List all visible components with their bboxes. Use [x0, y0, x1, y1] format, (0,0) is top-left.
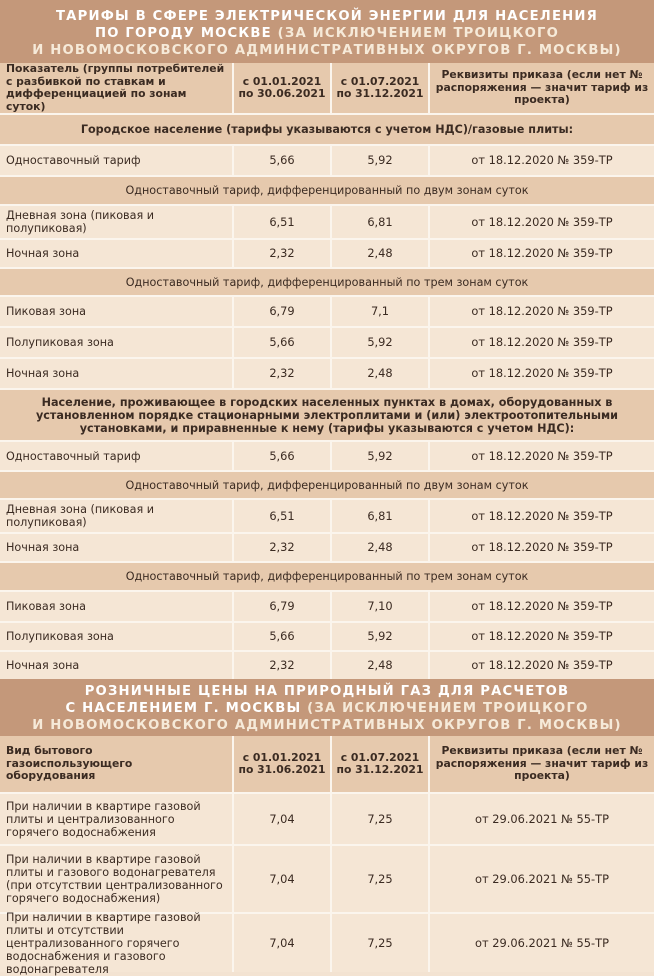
row-value-2: 5,92 — [330, 623, 428, 650]
header-period-1: с 01.01.2021 по 31.06.2021 — [232, 736, 330, 792]
header-indicator: Показатель (группы потребителей с разбивкой по ставкам и дифференциацией по зонам суток) — [6, 62, 225, 113]
row-order-ref: от 18.12.2020 № 359-ТР — [428, 206, 654, 238]
row-order-ref: от 29.06.2021 № 55-ТР — [428, 914, 654, 972]
row-order-ref: от 29.06.2021 № 55-ТР — [428, 794, 654, 844]
header-order-ref: Реквизиты приказа (если нет № распоряжения — значит тариф из проекта) — [428, 63, 654, 113]
banner-line: ТАРИФЫ В СФЕРЕ ЭЛЕКТРИЧЕСКОЙ ЭНЕРГИИ ДЛЯ НАСЕЛЕНИЯ — [55, 9, 598, 24]
banner-line-part: (ЗА ИСКЛЮЧЕНИЕМ ТРОИЦКОГО — [277, 26, 560, 41]
row-label: Ночная зона — [6, 541, 80, 554]
header-order-ref: Реквизиты приказа (если нет № распоряжения — значит тариф из проекта) — [428, 736, 654, 792]
header-period-2: с 01.07.2021 по 31.12.2021 — [330, 736, 428, 792]
table-header — [0, 736, 654, 792]
row-order-ref: от 18.12.2020 № 359-ТР — [428, 240, 654, 267]
table-row — [0, 204, 654, 238]
banner-line-part: С НАСЕЛЕНИЕМ Г. МОСКВЫ — [65, 701, 308, 716]
table-row — [0, 590, 654, 621]
row-value-2: 7,10 — [330, 592, 428, 621]
table-row — [0, 498, 654, 532]
row-label: При наличии в квартире газовой плиты и газового водонагревателя (при отсутствии централизованного горячего водоснабжения) — [6, 853, 223, 905]
row-value-1: 2,32 — [232, 652, 330, 679]
row-order-ref: от 18.12.2020 № 359-ТР — [428, 146, 654, 175]
row-value-2: 7,1 — [330, 297, 428, 326]
row-value-2: 2,48 — [330, 534, 428, 561]
table-row — [0, 326, 654, 357]
table-row — [0, 295, 654, 326]
row-order-ref: от 18.12.2020 № 359-ТР — [428, 297, 654, 326]
row-value-2: 7,25 — [330, 914, 428, 972]
banner-line-part: (ЗА ИСКЛЮЧЕНИЕМ ТРОИЦКОГО — [307, 701, 589, 716]
row-order-ref: от 18.12.2020 № 359-ТР — [428, 652, 654, 679]
row-value-2: 2,48 — [330, 359, 428, 388]
electricity-table — [0, 63, 654, 679]
table-row — [0, 792, 654, 844]
row-value-2: 7,25 — [330, 794, 428, 844]
row-label: Дневная зона (пиковая и полупиковая) — [6, 209, 155, 235]
row-label: Ночная зона — [6, 247, 80, 260]
header-period-2: с 01.07.2021 по 31.12.2021 — [330, 63, 428, 113]
row-label: При наличии в квартире газовой плиты и отсутствии централизованного горячего водоснабжения и газового водонагревателя — [6, 910, 201, 976]
row-value-2: 5,92 — [330, 328, 428, 357]
row-value-1: 7,04 — [232, 914, 330, 972]
row-label: Пиковая зона — [6, 600, 86, 613]
row-order-ref: от 18.12.2020 № 359-ТР — [428, 359, 654, 388]
section-title: Население, проживающее в городских населенных пунктах в домах, оборудованных в установленном порядке стационарными электроплитами и (или) электроотопительными установками, и приравненные к нему (тарифы указываются с учетом НДС): — [0, 388, 654, 440]
row-order-ref: от 18.12.2020 № 359-ТР — [428, 592, 654, 621]
row-value-1: 6,51 — [232, 206, 330, 238]
row-label: Ночная зона — [6, 659, 80, 672]
row-label: Пиковая зона — [6, 305, 86, 318]
row-value-2: 6,81 — [330, 500, 428, 532]
table-row — [0, 238, 654, 267]
section-title: Одноставочный тариф, дифференцированный по трем зонам суток — [0, 561, 654, 590]
table-row — [0, 144, 654, 175]
row-value-1: 6,79 — [232, 592, 330, 621]
row-value-2: 2,48 — [330, 652, 428, 679]
banner-line: И НОВОМОСКОВСКОГО АДМИНИСТРАТИВНЫХ ОКРУГОВ Г. МОСКВЫ) — [32, 718, 622, 733]
row-order-ref: от 18.12.2020 № 359-ТР — [428, 623, 654, 650]
row-value-2: 2,48 — [330, 240, 428, 267]
row-label: Одноставочный тариф — [6, 154, 141, 167]
header-period-1: с 01.01.2021 по 30.06.2021 — [232, 63, 330, 113]
banner-line — [0, 700, 654, 717]
section-title: Одноставочный тариф, дифференцированный по двум зонам суток — [0, 470, 654, 498]
table-row — [0, 650, 654, 679]
row-value-1: 2,32 — [232, 534, 330, 561]
row-value-2: 5,92 — [330, 146, 428, 175]
row-order-ref: от 18.12.2020 № 359-ТР — [428, 442, 654, 470]
banner-line: РОЗНИЧНЫЕ ЦЕНЫ НА ПРИРОДНЫЙ ГАЗ ДЛЯ РАСЧЕТОВ — [84, 684, 570, 699]
row-value-1: 6,79 — [232, 297, 330, 326]
electricity-banner — [0, 0, 654, 63]
row-value-1: 5,66 — [232, 328, 330, 357]
section-title: Городское население (тарифы указываются с учетом НДС)/газовые плиты: — [0, 113, 654, 144]
header-equipment: Вид бытового газоиспользующего оборудования — [6, 744, 133, 783]
section-title: Одноставочный тариф, дифференцированный по трем зонам суток — [0, 267, 654, 295]
row-order-ref: от 18.12.2020 № 359-ТР — [428, 500, 654, 532]
gas-banner — [0, 679, 654, 736]
row-label: При наличии в квартире газовой плиты и централизованного горячего водоснабжения — [6, 799, 201, 839]
row-label: Ночная зона — [6, 367, 80, 380]
row-value-1: 2,32 — [232, 359, 330, 388]
table-row — [0, 357, 654, 388]
row-label: Полупиковая зона — [6, 336, 114, 349]
row-label: Одноставочный тариф — [6, 449, 141, 463]
banner-line — [0, 25, 654, 42]
section-title: Одноставочный тариф, дифференцированный по двум зонам суток — [0, 175, 654, 204]
table-row — [0, 621, 654, 650]
table-header — [0, 63, 654, 113]
row-value-2: 6,81 — [330, 206, 428, 238]
row-value-1: 6,51 — [232, 500, 330, 532]
table-row — [0, 844, 654, 912]
row-order-ref: от 29.06.2021 № 55-ТР — [428, 846, 654, 912]
table-row — [0, 532, 654, 561]
row-order-ref: от 18.12.2020 № 359-ТР — [428, 328, 654, 357]
gas-table — [0, 736, 654, 976]
table-row — [0, 440, 654, 470]
banner-line: И НОВОМОСКОВСКОГО АДМИНИСТРАТИВНЫХ ОКРУГОВ Г. МОСКВЫ) — [32, 43, 622, 58]
row-value-2: 5,92 — [330, 442, 428, 470]
row-label: Полупиковая зона — [6, 630, 114, 643]
row-value-2: 7,25 — [330, 846, 428, 912]
row-label: Дневная зона (пиковая и полупиковая) — [6, 503, 155, 529]
row-value-1: 7,04 — [232, 846, 330, 912]
banner-line-part: ПО ГОРОДУ МОСКВЕ — [94, 26, 278, 41]
row-value-1: 7,04 — [232, 794, 330, 844]
row-value-1: 5,66 — [232, 623, 330, 650]
table-row — [0, 910, 654, 976]
row-value-1: 2,32 — [232, 240, 330, 267]
row-value-1: 5,66 — [232, 146, 330, 175]
row-value-1: 5,66 — [232, 442, 330, 470]
row-order-ref: от 18.12.2020 № 359-ТР — [428, 534, 654, 561]
